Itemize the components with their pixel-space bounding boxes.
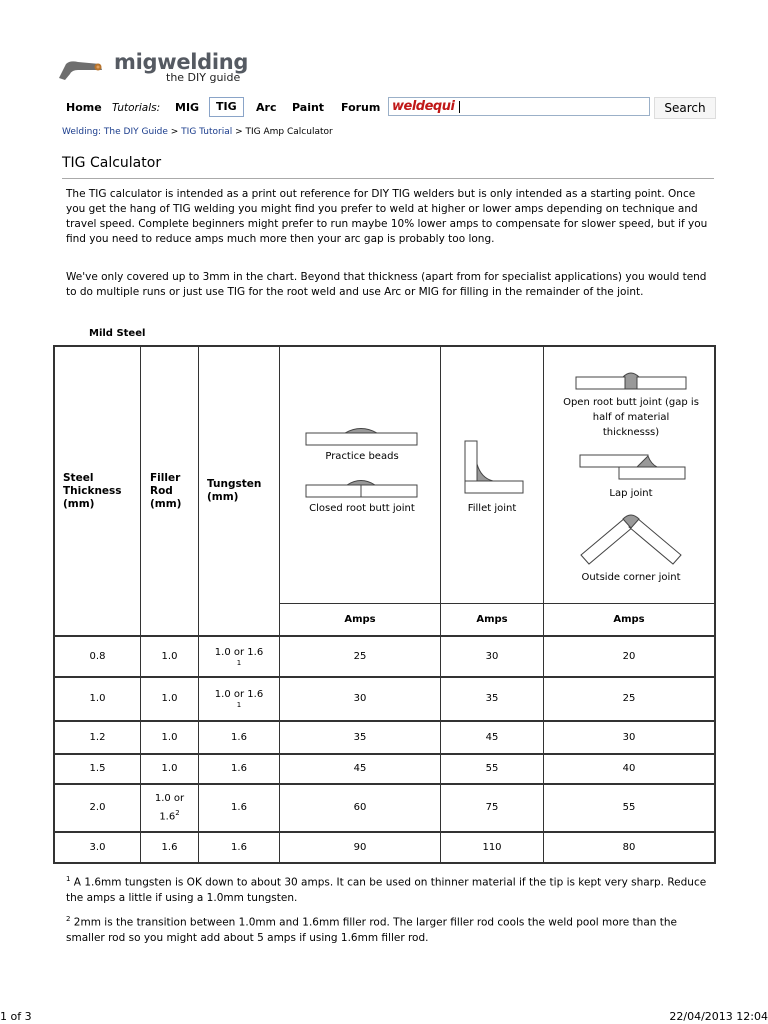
cell-filler-value: 1.0 or 1.6 <box>154 793 185 823</box>
nav-tig[interactable]: TIG <box>209 97 244 117</box>
footnote-ref: 2 <box>175 809 180 818</box>
cell-amps-col2: 110 <box>482 841 502 853</box>
amps-header: Amps <box>344 613 376 625</box>
amps-header: Amps <box>613 613 645 625</box>
cell-tungsten: 1.6 <box>231 731 247 743</box>
nav-arc[interactable]: Arc <box>256 101 277 114</box>
open-root-butt-joint-diagram <box>575 369 687 391</box>
footnote-marker: 2 <box>66 915 71 923</box>
cell-thickness: 2.0 <box>89 802 106 813</box>
footnote-text: 2mm is the transition between 1.0mm and 1.6mm filler rod. The larger filler rod cools the weld pool more than the smaller rod so you might add about 5 amps if using 1.6mm filler rod. <box>66 916 677 944</box>
cell-thickness: 1.5 <box>89 763 106 774</box>
text-caret <box>459 101 460 113</box>
cell-amps-col1: 25 <box>353 650 367 662</box>
footnote-marker: 1 <box>66 875 71 883</box>
cell-thickness: 3.0 <box>89 841 106 853</box>
label-outside-corner-joint: Outside corner joint <box>581 572 681 583</box>
nav-forum[interactable]: Forum <box>341 101 381 114</box>
breadcrumb-home-link[interactable]: Welding: The DIY Guide <box>62 127 168 137</box>
footnote-ref: 1 <box>236 658 242 667</box>
cell-amps-col2: 55 <box>485 763 499 774</box>
cell-amps-col1: 90 <box>353 841 367 853</box>
cell-amps-col3: 30 <box>622 731 636 743</box>
cell-tungsten: 1.6 <box>231 763 247 774</box>
cell-amps-col1: 35 <box>353 731 367 743</box>
cell-tungsten <box>199 678 279 720</box>
cell-amps-col2: 30 <box>485 650 499 662</box>
nav-home[interactable]: Home <box>66 101 102 114</box>
title-divider <box>62 178 714 179</box>
closed-root-butt-joint-diagram <box>305 477 419 499</box>
cell-amps-col3: 25 <box>622 693 636 704</box>
cell-amps-col3: 20 <box>622 650 636 662</box>
table-border <box>714 345 716 864</box>
nav-mig[interactable]: MIG <box>175 101 200 114</box>
scope-paragraph: We've only covered up to 3mm in the chart. Beyond that thickness (apart from for specialist applications) you would tend to do multiple runs or just use TIG for the root weld and use Arc or MIG for filling in the remainder of the joint. <box>66 271 707 298</box>
cell-thickness: 1.2 <box>89 731 106 743</box>
search-input[interactable] <box>388 97 650 116</box>
header-tungsten: Tungsten (mm) <box>207 478 262 503</box>
mig-torch-icon <box>56 56 106 82</box>
main-navigation <box>56 95 716 121</box>
outside-corner-joint-diagram <box>579 513 683 567</box>
cell-filler: 1.0 <box>161 650 178 662</box>
cell-tungsten: 1.6 <box>231 802 247 813</box>
page-number: 1 of 3 <box>0 1010 32 1023</box>
search-button[interactable]: Search <box>654 97 716 119</box>
search-input-value: weldequi <box>392 99 455 114</box>
table-border <box>53 862 716 864</box>
cell-thickness: 1.0 <box>89 693 106 704</box>
cell-amps-col2: 45 <box>485 731 499 743</box>
label-open-root-butt-joint: Open root butt joint (gap is half of material thicknesss) <box>563 397 699 438</box>
cell-amps-col3: 40 <box>622 763 636 774</box>
nav-tutorials-label: Tutorials: <box>112 102 161 114</box>
cell-filler: 1.0 <box>161 693 178 704</box>
label-closed-root-butt-joint: Closed root butt joint <box>309 503 415 514</box>
cell-amps-col1: 30 <box>353 693 367 704</box>
cell-filler: 1.6 <box>161 841 178 853</box>
breadcrumb-separator: > <box>167 127 182 137</box>
cell-amps-col1: 60 <box>353 802 367 813</box>
cell-filler: 1.0 <box>161 731 178 743</box>
footnote-text: A 1.6mm tungsten is OK down to about 30 amps. It can be used on thinner material if the tip is kept very sharp. Reduce the amps a little if using a 1.0mm tungsten. <box>66 876 707 904</box>
cell-thickness: 0.8 <box>89 650 106 662</box>
breadcrumb-current: TIG Amp Calculator <box>245 127 333 137</box>
lap-joint-diagram <box>579 454 687 482</box>
tig-amp-table <box>53 345 716 864</box>
breadcrumb-tig-tutorial-link[interactable]: TIG Tutorial <box>181 127 233 137</box>
nav-paint[interactable]: Paint <box>292 101 325 114</box>
footnote-2 <box>66 912 714 946</box>
print-date: 22/04/2013 12:04 <box>669 1010 768 1023</box>
table-caption: Mild Steel <box>89 328 146 339</box>
cell-amps-col3: 55 <box>622 802 636 813</box>
cell-tungsten-value: 1.0 or 1.6 <box>214 689 264 700</box>
label-fillet-joint: Fillet joint <box>467 503 517 514</box>
label-lap-joint: Lap joint <box>609 488 653 499</box>
practice-bead-diagram <box>305 425 419 447</box>
cell-amps-col1: 45 <box>353 763 367 774</box>
page-title: TIG Calculator <box>62 155 162 171</box>
logo-title: migwelding <box>114 50 249 74</box>
header-steel-thickness: Steel Thickness (mm) <box>63 471 122 510</box>
cell-tungsten <box>199 637 279 676</box>
logo-subtitle: the DIY guide <box>166 71 241 84</box>
site-logo[interactable] <box>56 50 266 90</box>
footnote-1 <box>66 872 714 906</box>
cell-tungsten: 1.6 <box>231 841 247 853</box>
breadcrumb <box>62 127 333 137</box>
cell-tungsten-value: 1.0 or 1.6 <box>214 646 264 658</box>
label-practice-beads: Practice beads <box>325 451 399 462</box>
cell-amps-col2: 35 <box>485 693 499 704</box>
breadcrumb-separator: > <box>232 127 246 137</box>
amps-header: Amps <box>476 613 508 625</box>
cell-filler <box>141 785 198 831</box>
fillet-joint-diagram <box>463 440 525 496</box>
intro-paragraph: The TIG calculator is intended as a print out reference for DIY TIG welders but is only intended as a starting point. Once you get the hang of TIG welding you might find you prefer to weld at higher or lower amps depending on technique and travel speed. Complete beginners might prefer to run maybe 10% lower amps to compensate for slower speed, but if you find you need to reduce amps much more then your arc gap is probably too long. <box>66 188 708 245</box>
cell-amps-col3: 80 <box>622 841 636 853</box>
header-filler-rod: Filler Rod (mm) <box>150 471 182 510</box>
cell-amps-col2: 75 <box>485 802 499 813</box>
footnote-ref: 1 <box>236 701 242 709</box>
cell-filler: 1.0 <box>161 763 178 774</box>
